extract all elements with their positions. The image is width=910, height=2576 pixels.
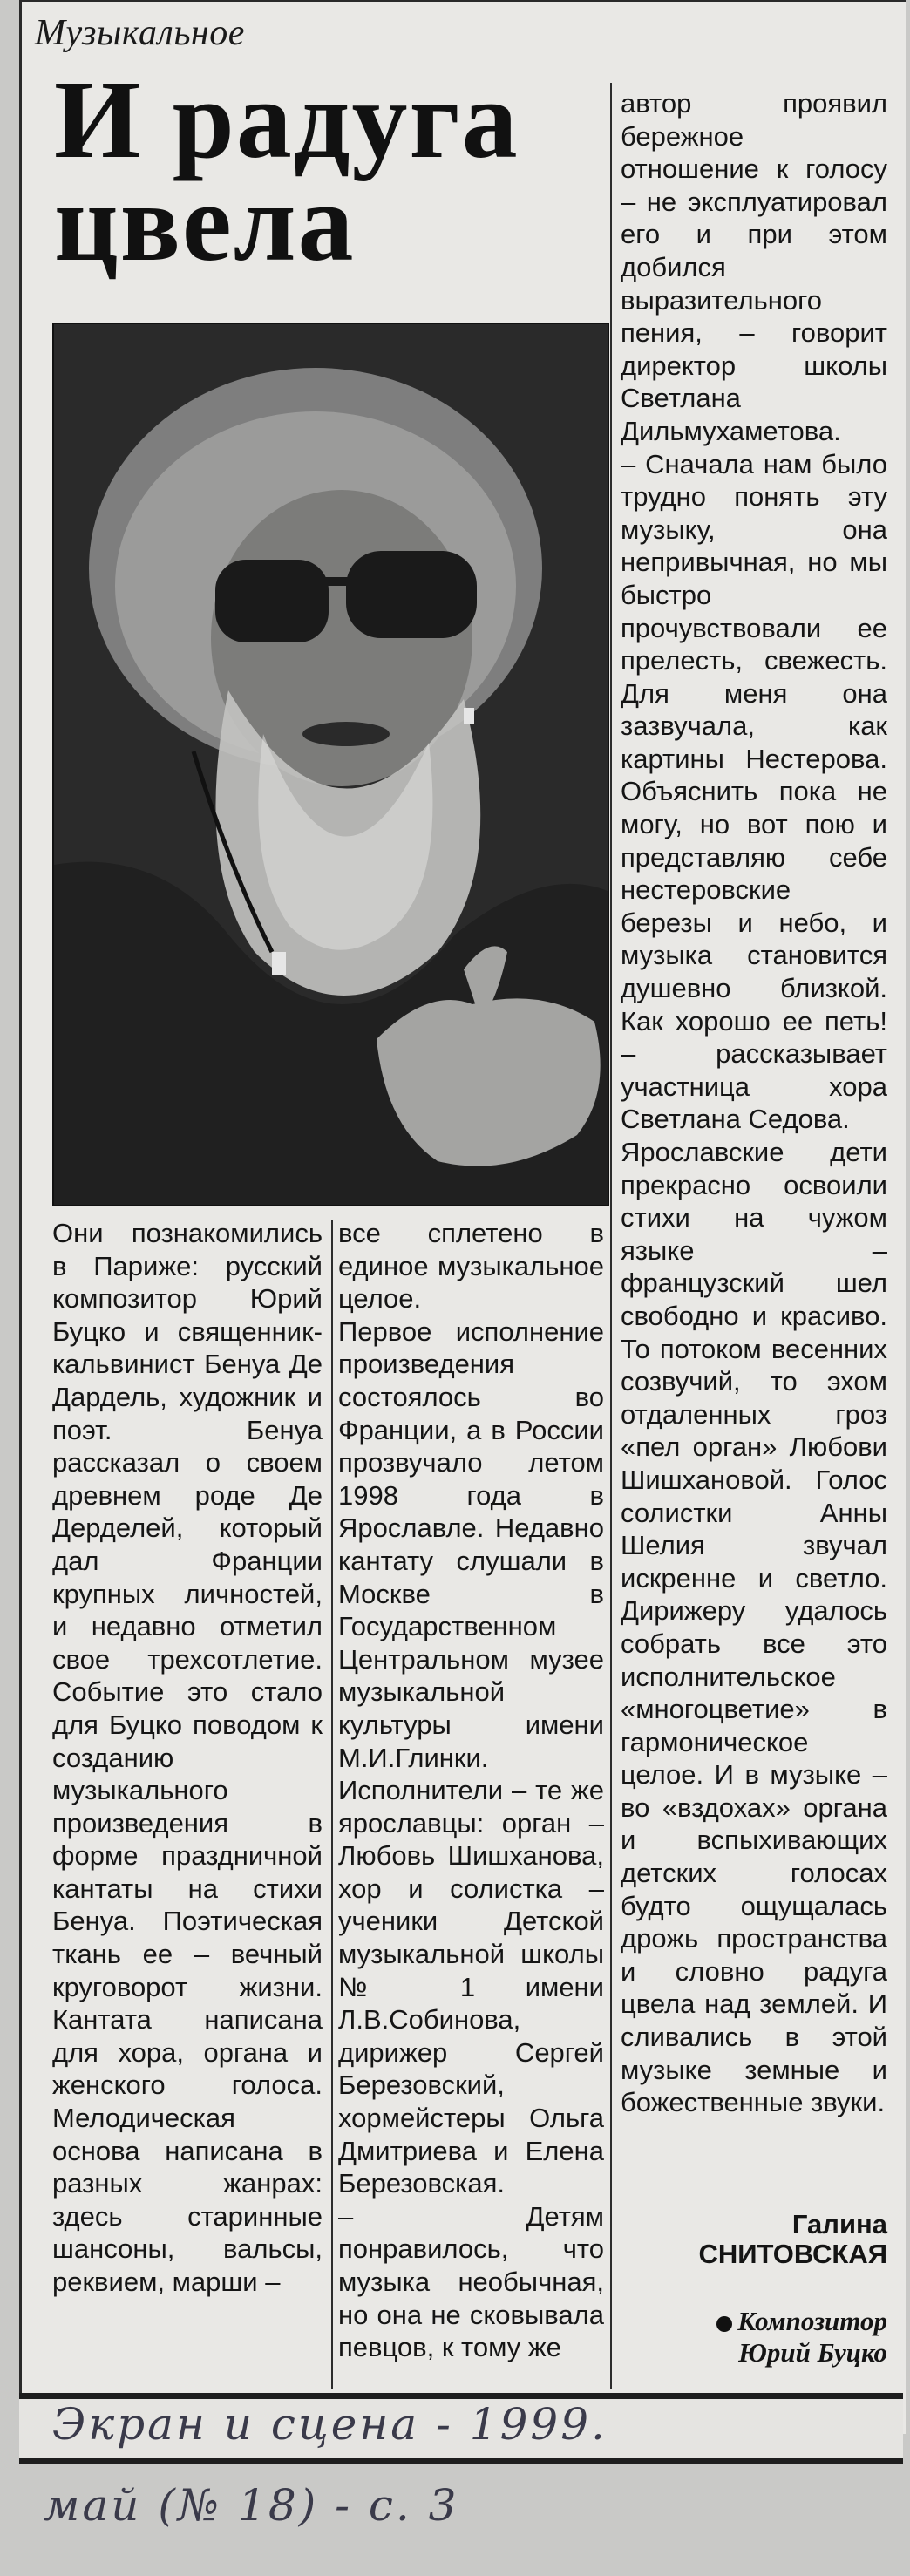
bottom-rule-lower <box>19 2458 903 2464</box>
bullet-icon <box>716 2316 732 2332</box>
bottom-rule-upper <box>19 2393 903 2399</box>
caption-line-2: Юрий Буцко <box>738 2337 887 2368</box>
author-first-name: Галина <box>791 2209 887 2240</box>
photo-caption <box>621 2306 887 2369</box>
headline: И радуга цвела <box>54 58 520 284</box>
article-column-2: все сплетено в единое музыкальное целое. Первое исполнение произведения состоялось во Франции, а в России прозвучало летом 1998 года в Ярославле. Недавно кантату слушали в Москве в Государственном Центральном музее музыкальной культуры имени М.И.Глинки. Исполнители – те же ярославцы: орган – Любовь Шишханова, хор и солистка – ученики Детской музыкальной школы № 1 имени Л.В.Собинова, дирижер Сергей Березовский, хормейстеры Ольга Дмитриева и Елена Березовская. – Детям понравилось, что музыка необычная, но она не сковывала певцов, к тому же <box>338 1218 604 2363</box>
column-divider-left <box>331 1220 333 2389</box>
article-column-1: Они познакомились в Париже: русский композитор Юрий Буцко и священник-кальвинист Бенуа Де Дардель, художник и поэт. Бенуа рассказал о своем древнем роде Де Дерделей, который дал Франции крупных личностей, и недавно отметил свое трехсотлетие. Событие это стало для Буцко поводом к созданию музыкального произведения в форме праздничной кантаты на стихи Бенуа. Поэтическая ткань ее – вечный круговорот жизни. Кантата написана для хора, органа и женского голоса. Мелодическая основа написана в разных жанрах: здесь старинные шансоны, вальсы, реквием, марши – <box>52 1218 323 2297</box>
rubric-label: Музыкальное <box>35 13 245 53</box>
column-divider-right <box>610 83 612 2389</box>
caption-line-1: Композитор <box>737 2306 887 2336</box>
author-last-name: СНИТОВСКАЯ <box>698 2239 887 2269</box>
handwritten-source-line-2: май (№ 18) - с. 3 <box>44 2480 459 2531</box>
handwritten-source-line-1: Экран и сцена - 1999. <box>52 2399 608 2450</box>
portrait-illustration <box>54 324 608 1205</box>
composer-photo <box>52 323 609 1206</box>
article-column-3: автор проявил бережное отношение к голосу – не эксплуатировал его и при этом добился выразительного пения, – говорит директор школы Светлана Дильмухаметова. – Сначала нам было трудно понять эту музыку, она непривычная, но мы быстро прочувствовали ее прелесть, свежесть. Для меня она зазвучала, как картины Нестерова. Объяснить пока не могу, но вот пою и представляю себе нестеровские березы и небо, и музыка становится душевно близкой. Как хорошо ее петь! – рассказывает участница хора Светлана Седова. Ярославские дети прекрасно освоили стихи на чужом языке – французский шел свободно и красиво. То потоком весенних созвучий, то эхом отдаленных гроз «пел орган» Любови Шишхановой. Голос солистки Анны Шелия звучал искренне и светло. Дирижеру удалось собрать все это исполнительское «многоцветие» в гармоническое целое. И в музыке – во «вздохах» органа и вспыхивающих детских голосах будто ощущалась дрожь пространства и словно радуга цвела над землей. И сливались в этой музыке земные и божественные звуки. <box>621 88 887 2118</box>
